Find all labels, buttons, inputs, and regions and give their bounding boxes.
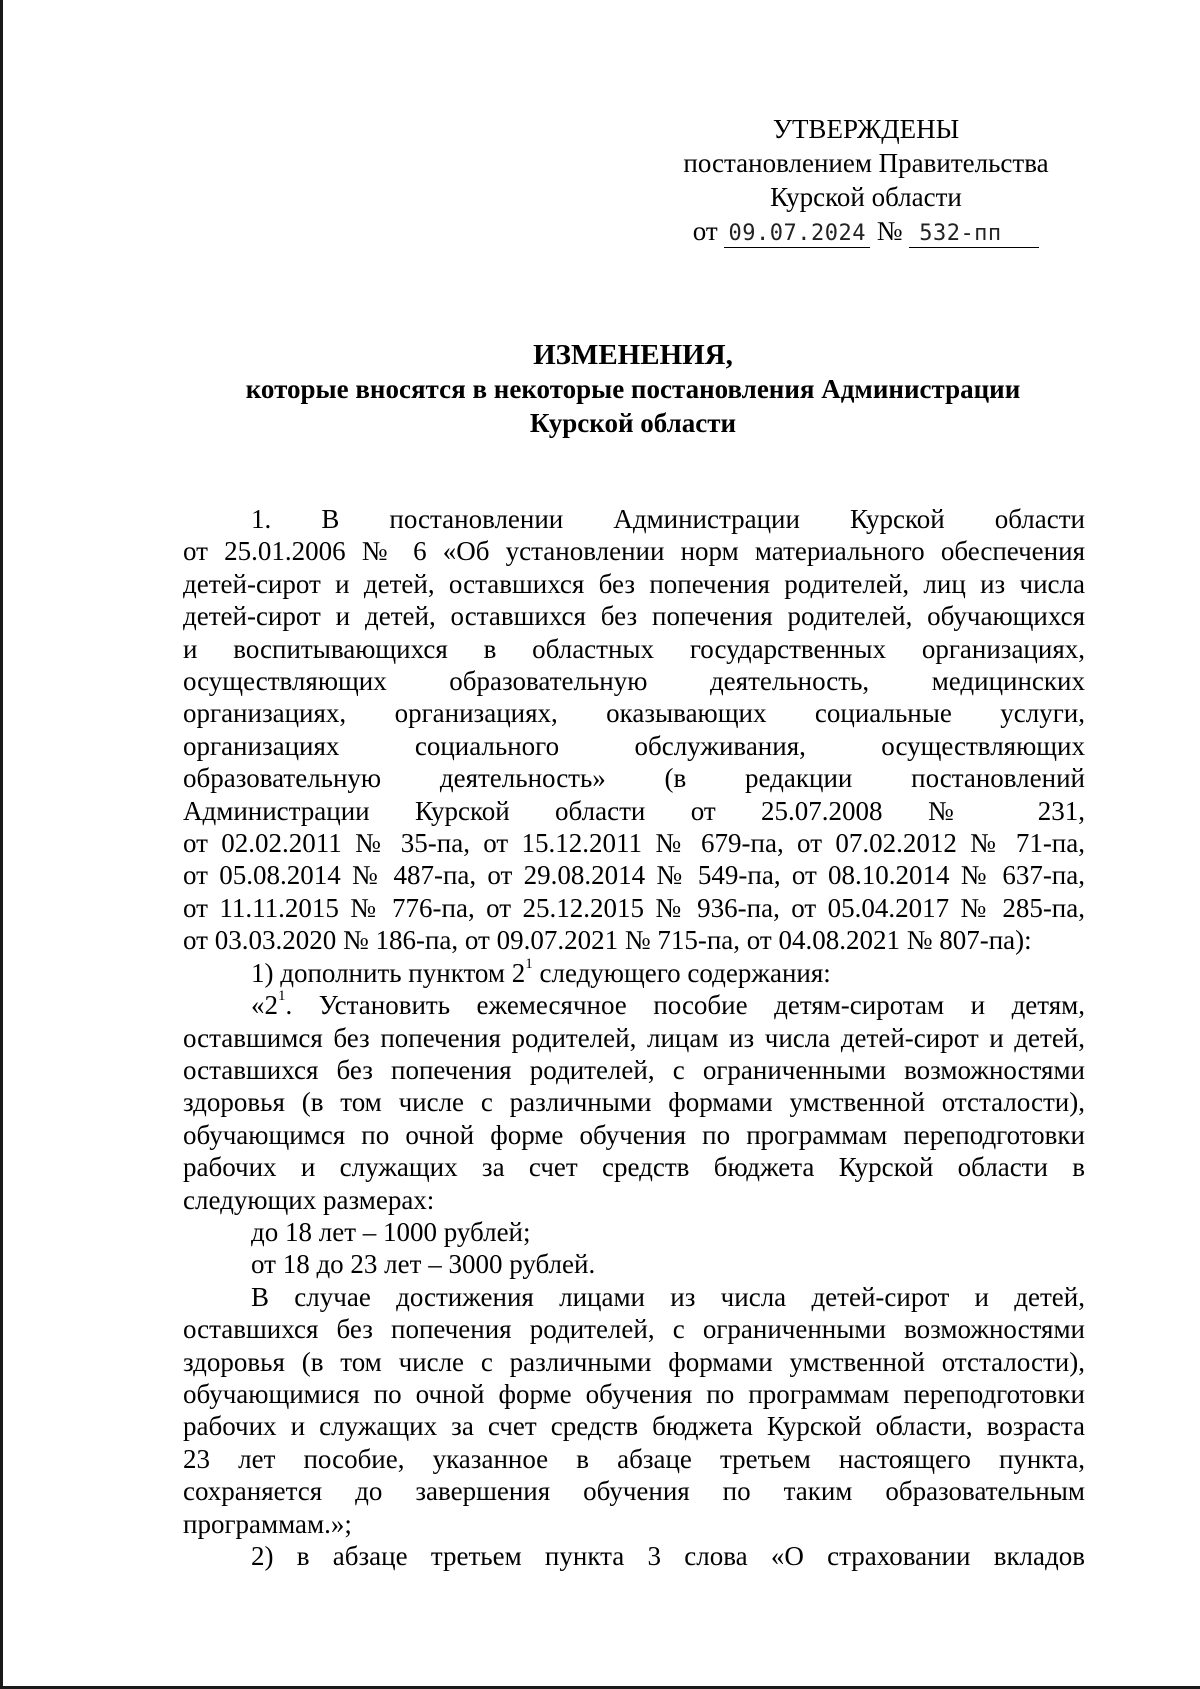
body-line: рабочих и служащих за счет средств бюджета Курской области, возраста bbox=[183, 1411, 1085, 1442]
body-line: следующих размерах: bbox=[183, 1184, 435, 1215]
body-line: от 18 до 23 лет – 3000 рублей. bbox=[251, 1249, 596, 1280]
approval-authority: постановлением Правительства bbox=[683, 148, 1049, 178]
body-line: рабочих и служащих за счет средств бюджета Курской области в bbox=[183, 1152, 1085, 1183]
approval-date: 09.07.2024 bbox=[724, 221, 869, 248]
body-line: от 11.11.2015 № 776-па, от 25.12.2015 № 936-па, от 05.04.2017 № 285-па, bbox=[183, 892, 1085, 923]
body-line: организациях социального обслуживания, осуществляющих bbox=[183, 730, 1085, 761]
body-line: организациях, организациях, оказывающих социальные услуги, bbox=[183, 698, 1085, 729]
body-line: детей-сирот и детей, оставшихся без попечения родителей, обучающихся bbox=[183, 601, 1085, 632]
subitem-1-text-b: следующего содержания: bbox=[532, 957, 831, 988]
approval-region: Курской области bbox=[770, 182, 962, 212]
body-line: от 05.08.2014 № 487-па, от 29.08.2014 № 549-па, от 08.10.2014 № 637-па, bbox=[183, 860, 1085, 891]
body-line: от 02.02.2011 № 35-па, от 15.12.2011 № 679-па, от 07.02.2012 № 71-па, bbox=[183, 828, 1085, 859]
body-line: В случае достижения лицами из числа детей-сирот и детей, bbox=[251, 1281, 1085, 1312]
date-prefix: от bbox=[692, 216, 718, 246]
body-line: сохраняется до завершения обучения по таким образовательным bbox=[183, 1476, 1085, 1507]
body-line: до 18 лет – 1000 рублей; bbox=[251, 1216, 531, 1247]
clause-text: . Установить ежемесячное пособие детям-сиротам и детям, bbox=[285, 990, 1085, 1021]
body-line: детей-сирот и детей, оставшихся без попечения родителей, лиц из числа bbox=[183, 568, 1085, 599]
body-line: программам.»; bbox=[183, 1508, 352, 1539]
number-sign: № bbox=[876, 216, 903, 246]
clause-number: «2 bbox=[251, 990, 278, 1021]
body-line: Администрации Курской области от 25.07.2008 № 231, bbox=[183, 795, 1085, 826]
body-line: и воспитывающихся в областных государственных организациях, bbox=[183, 633, 1085, 664]
superscript: 1 bbox=[278, 988, 286, 1005]
body-line: осуществляющих образовательную деятельность, медицинских bbox=[183, 666, 1085, 697]
body-line: образовательную деятельность» (в редакции постановлений bbox=[183, 763, 1085, 794]
approval-number: 532-пп bbox=[909, 221, 1039, 248]
body-line: 23 лет пособие, указанное в абзаце третьем настоящего пункта, bbox=[183, 1443, 1085, 1474]
body-line: здоровья (в том числе с различными формами умственной отсталости), bbox=[183, 1346, 1085, 1377]
body-line: 2) в абзаце третьем пункта 3 слова «О страховании вкладов bbox=[251, 1541, 1085, 1571]
body-line: от 25.01.2006 № 6 «Об установлении норм материального обеспечения bbox=[183, 536, 1085, 567]
approval-title: УТВЕРЖДЕНЫ bbox=[772, 114, 960, 144]
body-line: здоровья (в том числе с различными формами умственной отсталости), bbox=[183, 1087, 1085, 1118]
body-line: оставшимся без попечения родителей, лицам из числа детей-сирот и детей, bbox=[183, 1022, 1085, 1053]
superscript: 1 bbox=[525, 955, 533, 972]
body-line bbox=[183, 957, 1085, 989]
document-heading bbox=[183, 338, 1083, 440]
approval-date-line bbox=[671, 214, 1061, 248]
body-line: 1. В постановлении Администрации Курской области bbox=[251, 504, 1085, 534]
subitem-1-text-a: 1) дополнить пунктом 2 bbox=[251, 957, 526, 988]
body-line: обучающимися по очной форме обучения по программам переподготовки bbox=[183, 1378, 1085, 1409]
body-line: от 03.03.2020 № 186-па, от 09.07.2021 № 715-па, от 04.08.2021 № 807-па): bbox=[183, 925, 1032, 956]
body-line: обучающимся по очной форме обучения по программам переподготовки bbox=[183, 1119, 1085, 1150]
document-subtitle-line-1: которые вносятся в некоторые постановления Администрации bbox=[245, 374, 1021, 404]
body-line bbox=[183, 989, 1085, 1021]
document-body bbox=[183, 503, 1085, 1572]
approval-stamp bbox=[671, 112, 1061, 248]
body-line: оставшихся без попечения родителей, с ограниченными возможностями bbox=[183, 1314, 1085, 1345]
document-subtitle-line-2: Курской области bbox=[529, 408, 737, 438]
document-title: ИЗМЕНЕНИЯ, bbox=[533, 339, 733, 371]
body-line: оставшихся без попечения родителей, с ограниченными возможностями bbox=[183, 1054, 1085, 1085]
